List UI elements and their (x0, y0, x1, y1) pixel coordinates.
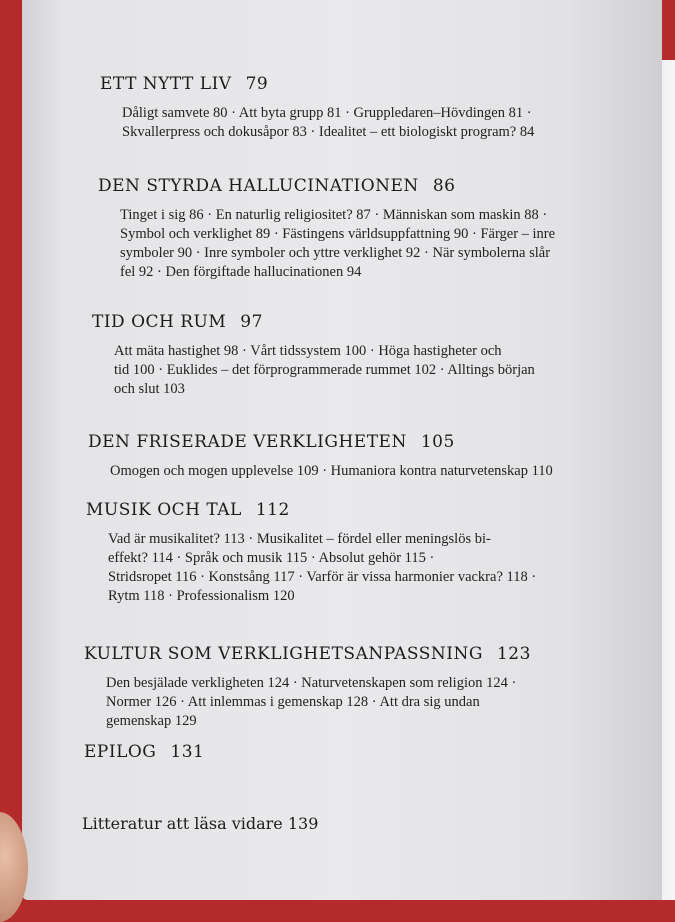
entry-line: symboler 90 · Inre symboler och yttre verklighet 92 · När symbolerna slår (120, 245, 551, 261)
section-page: 105 (420, 432, 455, 452)
section-page: 79 (245, 74, 269, 94)
section-heading (98, 176, 662, 196)
entry-line: och slut 103 (114, 381, 185, 397)
section-title: MUSIK OCH TAL (86, 500, 242, 520)
section-entries (92, 342, 654, 399)
toc-section (88, 432, 662, 481)
section-page: 97 (240, 312, 263, 332)
section-entries (88, 462, 650, 481)
section-heading (84, 644, 662, 664)
section-heading (88, 432, 662, 452)
toc-section (92, 312, 662, 399)
section-title: TID OCH RUM (92, 312, 227, 332)
entry-line: Skvallerpress och dokusåpor 83 · Idealitet – ett biologiskt program? 84 (122, 124, 535, 140)
entry-line: Dåligt samvete 80 · Att byta grupp 81 · Gruppledaren–Hövdingen 81 · (122, 105, 532, 121)
section-title: DEN FRISERADE VERKLIGHETEN (88, 432, 407, 452)
toc-section (100, 74, 662, 142)
entry-line: Symbol och verklighet 89 · Fästingens världsuppfattning 90 · Färger – inre (120, 226, 556, 242)
section-page: 112 (255, 500, 290, 520)
section-title: EPILOG (84, 742, 157, 762)
section-heading (92, 312, 662, 332)
entry-line: Vad är musikalitet? 113 · Musikalitet – fördel eller meningslös bi- (108, 531, 491, 547)
entry-line: effekt? 114 · Språk och musik 115 · Absolut gehör 115 · (108, 550, 435, 566)
section-entries (84, 674, 646, 731)
entry-line: Rytm 118 · Professionalism 120 (108, 588, 295, 604)
toc-section (84, 644, 662, 731)
book-page (22, 0, 662, 900)
section-title: ETT NYTT LIV (100, 74, 232, 94)
entry-line: tid 100 · Euklides – det förprogrammerade rummet 102 · Alltings början (114, 362, 535, 378)
section-page: 123 (496, 644, 531, 664)
entry-line: Omogen och mogen upplevelse 109 · Humaniora kontra naturvetenskap 110 (110, 463, 553, 479)
section-page: 86 (432, 176, 456, 196)
section-heading (84, 742, 662, 762)
entry-line: Tinget i sig 86 · En naturlig religiositet? 87 · Människan som maskin 88 · (120, 207, 548, 223)
section-entries (98, 206, 660, 282)
section-title: KULTUR SOM VERKLIGHETSANPASSNING (84, 644, 483, 664)
entry-line: gemenskap 129 (106, 713, 197, 729)
section-entries (100, 104, 662, 142)
entry-line: Att mäta hastighet 98 · Vårt tidssystem 100 · Höga hastigheter och (114, 343, 502, 359)
toc-section (84, 742, 662, 762)
entry-line: Normer 126 · Att inlemmas i gemenskap 128 · Att dra sig undan (106, 694, 480, 710)
final-entry: Litteratur att läsa vidare 139 (82, 814, 319, 833)
section-entries (86, 530, 648, 606)
entry-line: Stridsropet 116 · Konstsång 117 · Varför är vissa harmonier vackra? 118 · (108, 569, 537, 585)
section-heading (100, 74, 662, 94)
toc-section (86, 500, 662, 606)
section-page: 131 (170, 742, 205, 762)
section-title: DEN STYRDA HALLUCINATIONEN (98, 176, 419, 196)
section-heading (86, 500, 662, 520)
entry-line: Den besjälade verkligheten 124 · Naturvetenskapen som religion 124 · (106, 675, 517, 691)
table-of-contents (22, 0, 662, 900)
toc-section (98, 176, 662, 282)
entry-line: fel 92 · Den förgiftade hallucinationen 94 (120, 264, 362, 280)
